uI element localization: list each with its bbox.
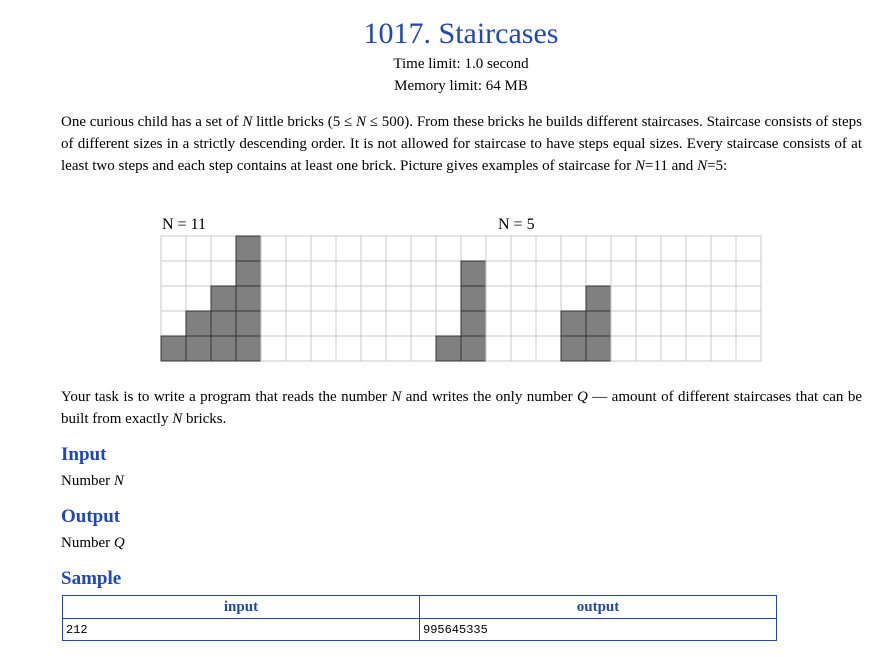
brick-cell	[461, 261, 486, 286]
grid-cell	[411, 236, 436, 261]
variable-name: N	[391, 389, 402, 405]
grid-cell	[311, 286, 336, 311]
variable-name: N	[172, 411, 183, 427]
grid-cell	[611, 236, 636, 261]
grid-cell	[336, 336, 361, 361]
grid-cell	[661, 336, 686, 361]
grid-cell	[361, 261, 386, 286]
brick-cell	[586, 336, 611, 361]
grid-cell	[411, 336, 436, 361]
grid-cell	[311, 336, 336, 361]
grid-cell	[261, 261, 286, 286]
grid-cell	[211, 236, 236, 261]
brick-cell	[461, 286, 486, 311]
brick-cell	[561, 311, 586, 336]
grid-cell	[536, 236, 561, 261]
grid-cell	[461, 236, 486, 261]
brick-cell	[561, 336, 586, 361]
brick-cell	[461, 336, 486, 361]
table-row	[63, 619, 777, 641]
grid-cell	[536, 311, 561, 336]
time-limit: Time limit: 1.0 second	[393, 56, 529, 72]
grid-cell	[311, 236, 336, 261]
grid-cell	[286, 336, 311, 361]
grid-cell	[336, 236, 361, 261]
grid-cell	[561, 286, 586, 311]
brick-cell	[586, 311, 611, 336]
grid-cell	[736, 261, 761, 286]
grid-cell	[186, 261, 211, 286]
grid-cell	[536, 336, 561, 361]
variable-name: N	[697, 158, 708, 174]
brick-cell	[236, 261, 261, 286]
brick-cell	[186, 336, 211, 361]
grid-cell	[411, 261, 436, 286]
grid-cell	[636, 336, 661, 361]
brick-cell	[586, 286, 611, 311]
grid-cell	[661, 261, 686, 286]
grid-cell	[386, 336, 411, 361]
variable-name: N	[356, 114, 367, 130]
grid-cell	[386, 261, 411, 286]
brick-cell	[236, 336, 261, 361]
brick-cell	[436, 336, 461, 361]
grid-cell	[686, 261, 711, 286]
grid-cell	[186, 236, 211, 261]
memory-limit: Memory limit: 64 MB	[394, 78, 528, 94]
grid-cell	[486, 236, 511, 261]
figure-label-n11: N = 11	[162, 216, 206, 233]
grid-cell	[611, 311, 636, 336]
grid-cell	[686, 286, 711, 311]
output-description: Number Q	[61, 535, 125, 551]
grid-cell	[261, 236, 286, 261]
brick-cell	[236, 236, 261, 261]
grid-cell	[711, 261, 736, 286]
grid-cell	[661, 286, 686, 311]
grid-cell	[611, 261, 636, 286]
problem-title: 1017. Staircases	[363, 17, 559, 50]
grid-cell	[711, 311, 736, 336]
grid-cell	[261, 286, 286, 311]
grid-cell	[511, 311, 536, 336]
brick-cell	[186, 311, 211, 336]
grid-cell	[336, 286, 361, 311]
grid-cell	[711, 336, 736, 361]
grid-cell	[361, 236, 386, 261]
grid-cell	[411, 311, 436, 336]
task-paragraph: Your task is to write a program that reads the number N and writes the only number Q — amount of different staircases that can be built from exactly N bricks.	[61, 389, 862, 427]
grid-cell	[561, 261, 586, 286]
brick-cell	[211, 336, 236, 361]
grid-cell	[636, 311, 661, 336]
grid-cell	[286, 286, 311, 311]
grid-cell	[361, 336, 386, 361]
grid-cell	[686, 311, 711, 336]
input-description: Number N	[61, 473, 124, 489]
grid-cell	[636, 236, 661, 261]
grid-cell	[411, 286, 436, 311]
grid-cell	[586, 261, 611, 286]
grid-cell	[486, 286, 511, 311]
variable-name: N	[242, 114, 253, 130]
grid-cell	[436, 236, 461, 261]
grid-cell	[311, 261, 336, 286]
sample-table	[62, 595, 777, 641]
grid-cell	[611, 286, 636, 311]
grid-cell	[286, 236, 311, 261]
staircase-figure	[160, 235, 764, 363]
variable-name: N	[634, 158, 645, 174]
statement-paragraph: One curious child has a set of N little bricks (5 ≤ N ≤ 500). From these bricks he builds different staircases. Staircase consists of steps of different sizes in a strictly descending order. It is not allowed for staircase to have steps equal sizes. Every staircase consists of at least two steps and each step contains at least one brick. Picture gives examples of staircase for N=11 and N=5:	[61, 114, 862, 174]
grid-cell	[736, 236, 761, 261]
grid-cell	[311, 311, 336, 336]
sample-input-cell: 212	[63, 619, 420, 641]
sample-input-header: input	[63, 596, 420, 619]
grid-cell	[711, 236, 736, 261]
grid-cell	[361, 311, 386, 336]
sample-output-header: output	[420, 596, 777, 619]
grid-cell	[361, 286, 386, 311]
sample-output-cell: 995645335	[420, 619, 777, 641]
grid-cell	[511, 336, 536, 361]
brick-cell	[236, 286, 261, 311]
variable-name: N	[113, 473, 124, 489]
grid-cell	[511, 236, 536, 261]
brick-cell	[211, 286, 236, 311]
output-heading: Output	[61, 506, 121, 527]
grid-cell	[586, 236, 611, 261]
grid-cell	[736, 286, 761, 311]
grid-cell	[386, 311, 411, 336]
grid-cell	[486, 336, 511, 361]
grid-cell	[561, 236, 586, 261]
variable-name: Q	[577, 389, 588, 405]
grid-cell	[511, 286, 536, 311]
grid-cell	[636, 286, 661, 311]
grid-cell	[511, 261, 536, 286]
grid-cell	[161, 236, 186, 261]
grid-cell	[536, 261, 561, 286]
grid-cell	[186, 286, 211, 311]
grid-cell	[211, 261, 236, 286]
grid-cell	[261, 336, 286, 361]
grid-cell	[436, 311, 461, 336]
sample-heading: Sample	[61, 568, 122, 589]
grid-cell	[636, 261, 661, 286]
variable-name: Q	[113, 535, 125, 551]
grid-cell	[261, 311, 286, 336]
grid-cell	[161, 311, 186, 336]
brick-cell	[211, 311, 236, 336]
grid-cell	[436, 261, 461, 286]
grid-cell	[386, 236, 411, 261]
grid-cell	[736, 336, 761, 361]
grid-cell	[486, 311, 511, 336]
grid-cell	[386, 286, 411, 311]
grid-cell	[711, 286, 736, 311]
grid-cell	[336, 311, 361, 336]
brick-cell	[461, 311, 486, 336]
brick-cell	[161, 336, 186, 361]
grid-cell	[161, 286, 186, 311]
grid-cell	[161, 261, 186, 286]
grid-cell	[286, 311, 311, 336]
grid-cell	[686, 336, 711, 361]
grid-cell	[486, 261, 511, 286]
grid-cell	[661, 236, 686, 261]
grid-cell	[736, 311, 761, 336]
grid-cell	[286, 261, 311, 286]
brick-cell	[236, 311, 261, 336]
grid-cell	[336, 261, 361, 286]
grid-cell	[661, 311, 686, 336]
grid-cell	[536, 286, 561, 311]
input-heading: Input	[61, 444, 107, 465]
grid-cell	[436, 286, 461, 311]
grid-cell	[611, 336, 636, 361]
figure-label-n5: N = 5	[498, 216, 535, 233]
grid-cell	[686, 236, 711, 261]
